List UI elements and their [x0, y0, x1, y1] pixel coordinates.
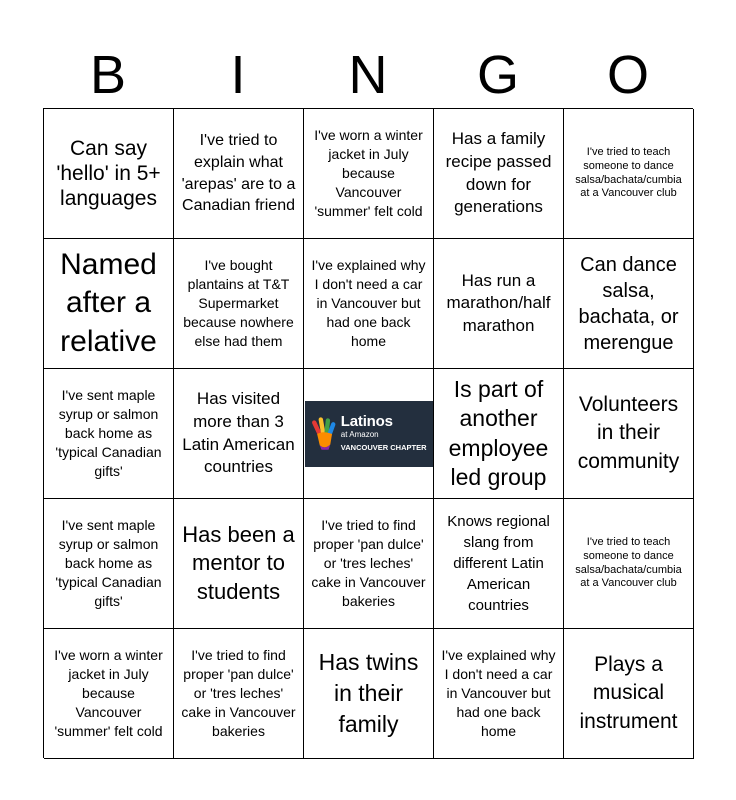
bingo-cell[interactable] — [44, 369, 174, 499]
logo-chapter: VANCOUVER CHAPTER — [340, 443, 427, 452]
bingo-cell[interactable] — [434, 239, 564, 369]
bingo-cell[interactable] — [564, 369, 694, 499]
bingo-cell-text: I've tried to find proper 'pan dulce' or 'tres leches' cake in Vancouver bakeries — [181, 647, 296, 739]
bingo-cell[interactable] — [304, 629, 434, 759]
bingo-cell[interactable] — [564, 239, 694, 369]
bingo-cell-text: I've tried to explain what 'arepas' are to a Canadian friend — [181, 132, 296, 215]
bingo-cell[interactable] — [174, 239, 304, 369]
bingo-header — [43, 42, 693, 108]
header-letter-b: B — [89, 45, 127, 105]
hand-icon — [311, 414, 337, 454]
bingo-cell[interactable] — [44, 109, 174, 239]
bingo-cell[interactable] — [434, 369, 564, 499]
bingo-cell[interactable] — [44, 239, 174, 369]
bingo-cell-text: Has run a marathon/half marathon — [446, 271, 551, 335]
bingo-cell-text: Has been a mentor to students — [182, 521, 295, 604]
bingo-cell-text: I've worn a winter jacket in July because Vancouver 'summer' felt cold — [314, 127, 423, 219]
bingo-cell[interactable] — [564, 629, 694, 759]
bingo-cell-text: Has a family recipe passed down for generations — [445, 128, 552, 217]
header-letter-g: G — [476, 45, 519, 105]
header-letter-o: O — [606, 45, 649, 105]
bingo-cell[interactable] — [174, 369, 304, 499]
bingo-cell[interactable] — [434, 109, 564, 239]
bingo-cell[interactable] — [564, 499, 694, 629]
bingo-cell[interactable] — [434, 629, 564, 759]
bingo-cell-text: I've tried to teach someone to dance salsa/bachata/cumbia at a Vancouver club — [575, 146, 682, 200]
header-letter-n: N — [348, 45, 388, 105]
bingo-grid — [43, 108, 693, 758]
bingo-cell-text: Is part of another employee led group — [448, 375, 549, 490]
bingo-cell-text: I've tried to find proper 'pan dulce' or 'tres leches' cake in Vancouver bakeries — [311, 517, 426, 609]
bingo-cell-text: Volunteers in their community — [577, 392, 680, 473]
bingo-cell-text: Has twins in their family — [318, 648, 419, 738]
bingo-cell[interactable] — [174, 109, 304, 239]
bingo-cell-text: Plays a musical instrument — [579, 652, 678, 733]
bingo-cell[interactable] — [564, 109, 694, 239]
bingo-cell-text: I've explained why I don't need a car in Vancouver but had one back home — [441, 647, 556, 739]
logo-subtitle: at Amazon — [340, 430, 379, 439]
bingo-cell[interactable] — [304, 239, 434, 369]
bingo-cell-text: I've sent maple syrup or salmon back home as 'typical Canadian gifts' — [55, 387, 162, 479]
bingo-cell-text: I've sent maple syrup or salmon back home as 'typical Canadian gifts' — [55, 517, 162, 609]
free-space-logo-cell[interactable] — [304, 369, 434, 499]
bingo-cell-text: Has visited more than 3 Latin American countries — [182, 388, 295, 477]
bingo-cell-text: Can say 'hello' in 5+ languages — [56, 136, 161, 211]
bingo-cell[interactable] — [434, 499, 564, 629]
bingo-cell-text: I've explained why I don't need a car in Vancouver but had one back home — [311, 257, 426, 349]
bingo-cell-text: Knows regional slang from different Latin American countries — [447, 513, 550, 614]
bingo-cell[interactable] — [304, 499, 434, 629]
header-letter-i: I — [230, 45, 246, 105]
bingo-cell[interactable] — [174, 499, 304, 629]
bingo-cell-text: I've tried to teach someone to dance salsa/bachata/cumbia at a Vancouver club — [575, 536, 682, 590]
bingo-cell[interactable] — [304, 109, 434, 239]
bingo-cell-text: I've bought plantains at T&T Supermarket because nowhere else had them — [183, 257, 294, 349]
bingo-cell-text: I've worn a winter jacket in July because Vancouver 'summer' felt cold — [54, 647, 163, 739]
bingo-cell[interactable] — [174, 629, 304, 759]
latinos-at-amazon-logo — [305, 401, 433, 467]
bingo-cell-text: Can dance salsa, bachata, or merengue — [578, 253, 679, 354]
bingo-cell[interactable] — [44, 629, 174, 759]
logo-title: Latinos — [340, 413, 393, 430]
bingo-cell[interactable] — [44, 499, 174, 629]
bingo-cell-text: Named after a relative — [60, 247, 157, 358]
